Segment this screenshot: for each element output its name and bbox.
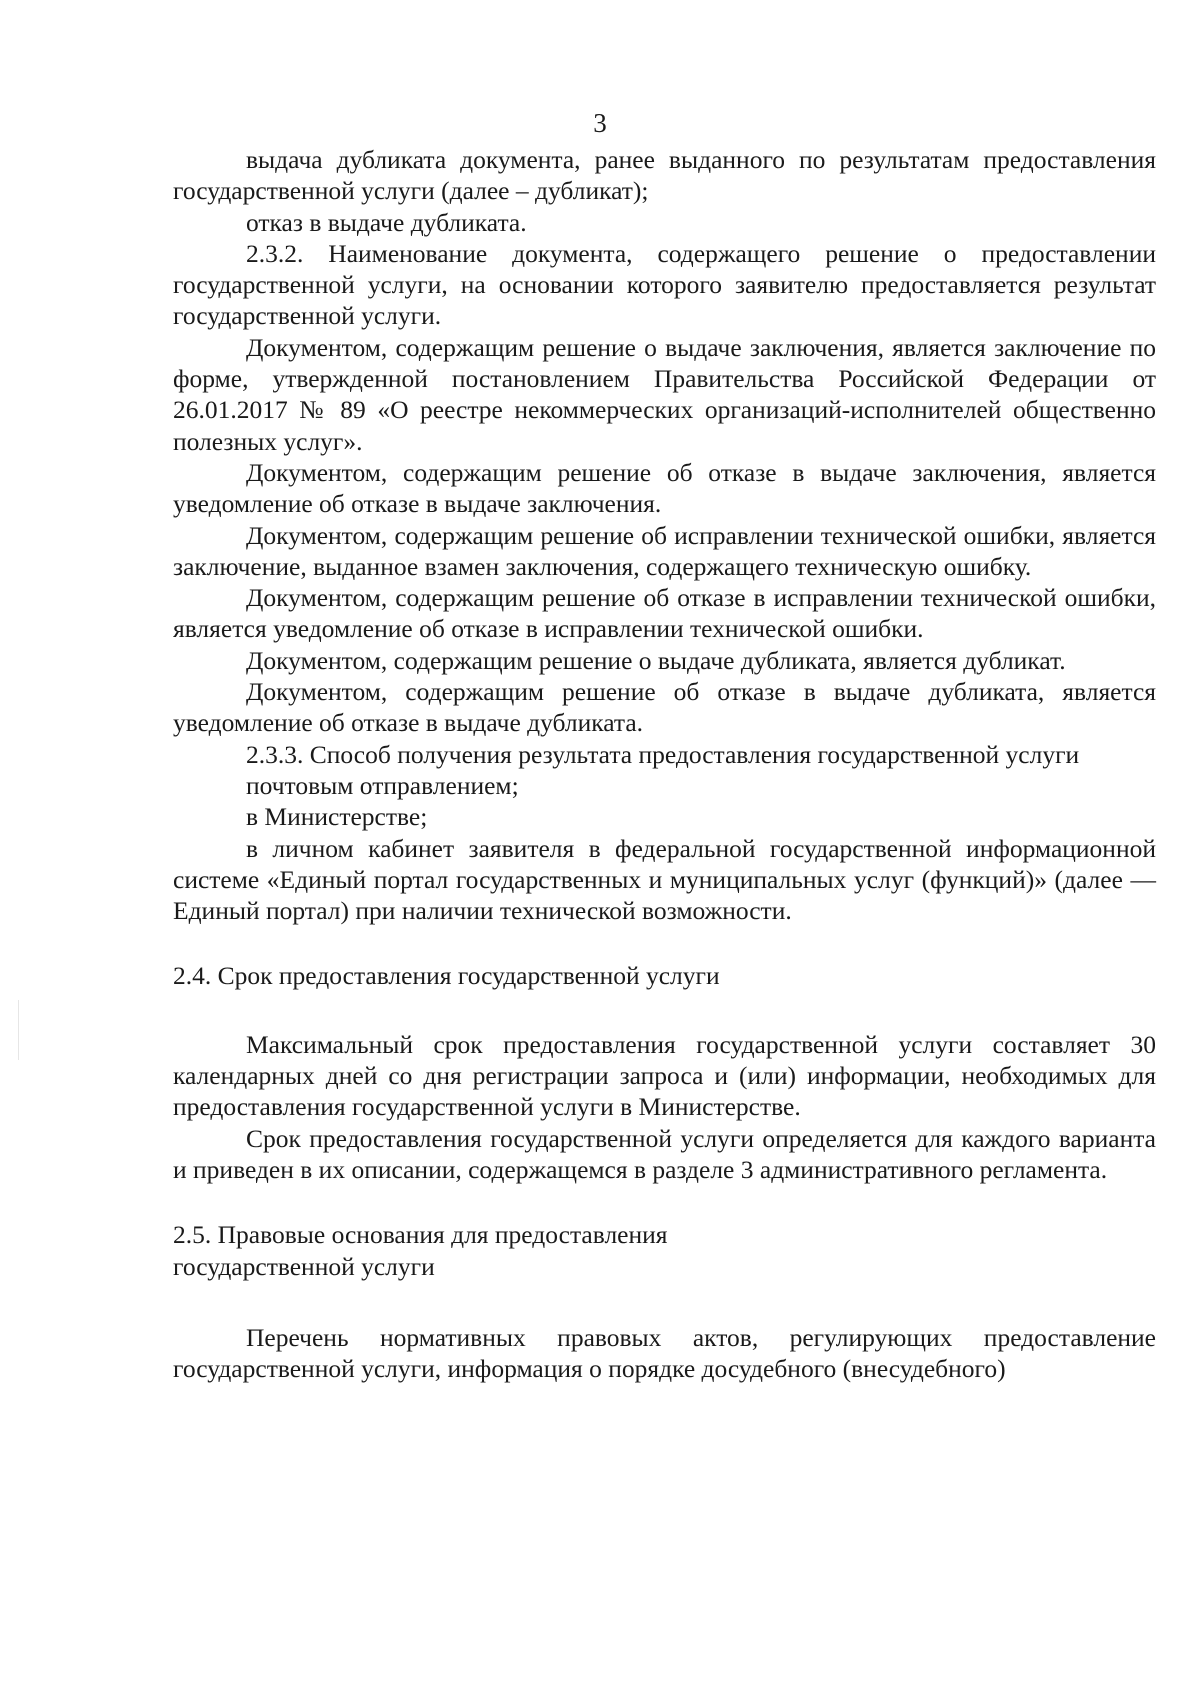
section-heading-2-4: 2.4. Срок предоставления государственной услуги <box>173 961 720 991</box>
paragraph: Максимальный срок предоставления государственной услуги составляет 30 календарных дней со дня регистрации запроса и (или) информации, необходимых для предоставления государственной услуги в Министерстве. <box>173 1029 1156 1122</box>
paragraph: отказ в выдаче дубликата. <box>246 207 527 237</box>
paragraph: в личном кабинет заявителя в федеральной государственной информационной системе «Единый портал государственных и муниципальных услуг (функций)» (далее — Единый портал) при наличии технической возможности. <box>173 833 1156 926</box>
section-heading-2-5 <box>173 1219 1156 1282</box>
paragraph: Документом, содержащим решение об отказе в выдаче заключения, является уведомление об отказе в выдаче заключения. <box>173 457 1156 519</box>
paragraph: Срок предоставления государственной услуги определяется для каждого варианта и приведен в их описании, содержащемся в разделе 3 административного регламента. <box>173 1123 1156 1184</box>
paragraph: Документом, содержащим решение об исправлении технической ошибки, является заключение, выданное взамен заключения, содержащего техническую ошибку. <box>173 520 1156 581</box>
paragraph: 2.3.3. Способ получения результата предоставления государственной услуги <box>246 739 1080 769</box>
paragraph: Документом, содержащим решение об отказе в исправлении технической ошибки, является уведомление об отказе в исправлении технической ошибки. <box>173 583 1156 644</box>
page-number: 3 <box>593 108 607 138</box>
paragraph: почтовым отправлением; <box>246 770 519 800</box>
paragraph: выдача дубликата документа, ранее выданного по результатам предоставления государственной услуги (далее – дубликат); <box>173 145 1156 206</box>
scan-artifact <box>18 1000 19 1060</box>
paragraph: Перечень нормативных правовых актов, регулирующих предоставление государственной услуги, информация о порядке досудебного (внесудебного) <box>173 1322 1156 1384</box>
paragraph: Документом, содержащим решение о выдаче дубликата, является дубликат. <box>246 645 1066 675</box>
heading-line: 2.5. Правовые основания для предоставления <box>173 1220 668 1250</box>
paragraph: Документом, содержащим решение об отказе в выдаче дубликата, является уведомление об отказе в выдаче дубликата. <box>173 677 1156 738</box>
paragraph: в Министерстве; <box>246 802 428 832</box>
paragraph: Документом, содержащим решение о выдаче заключения, является заключение по форме, утвержденной постановлением Правительства Российской Федерации от 26.01.2017 № 89 «О реестре некоммерческих организаций-исполнителей общественно полезных услуг». <box>173 332 1156 456</box>
paragraph: 2.3.2. Наименование документа, содержащего решение о предоставлении государственной услуги, на основании которого заявителю предоставляется результат государственной услуги. <box>173 238 1156 331</box>
document-body <box>173 144 1156 1384</box>
heading-line: государственной услуги <box>173 1251 435 1281</box>
